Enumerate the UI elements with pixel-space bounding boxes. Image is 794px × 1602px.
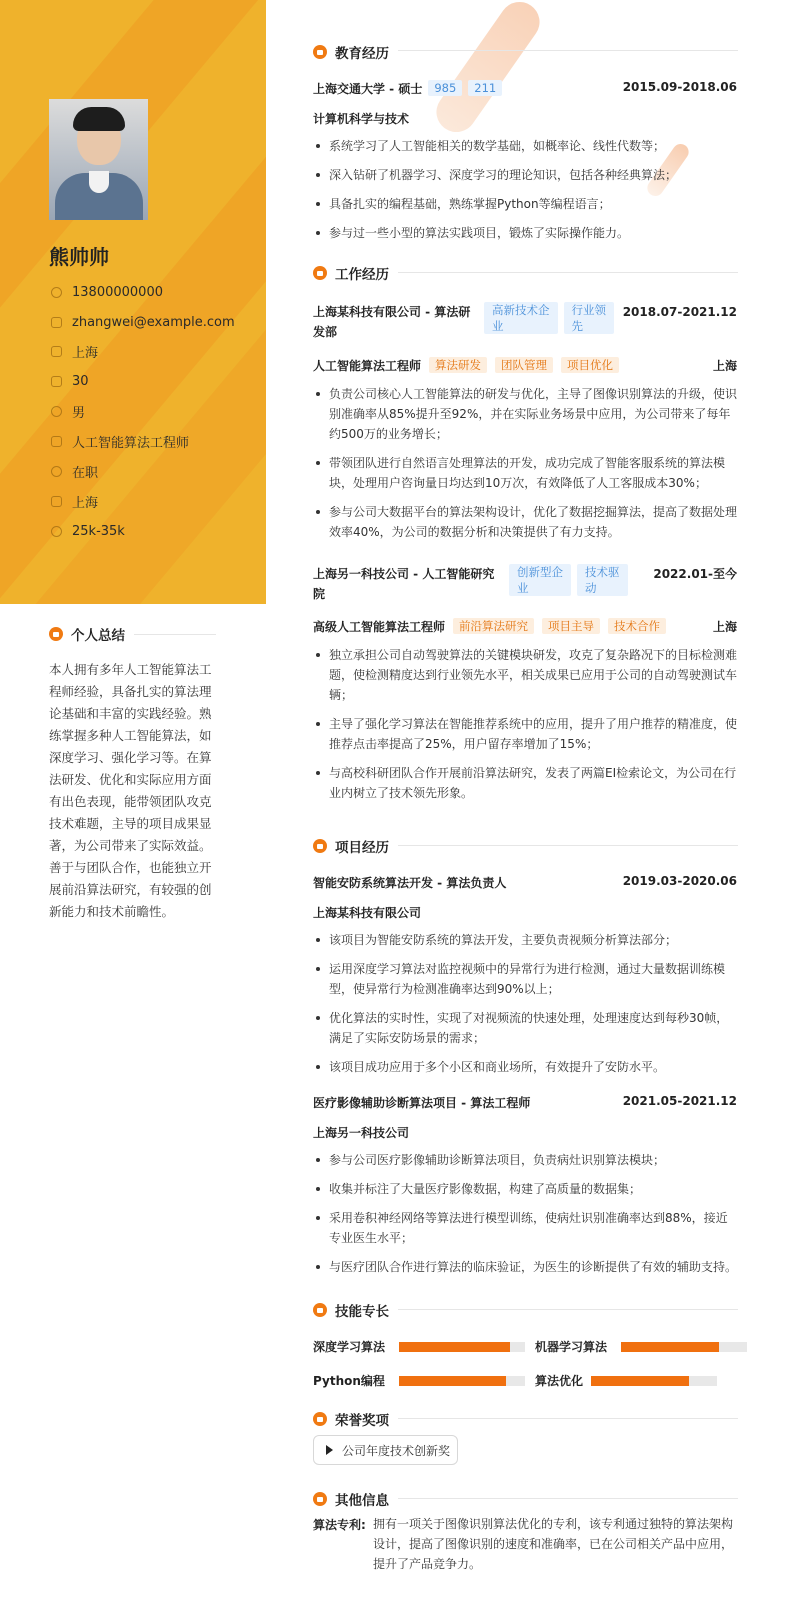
mail-icon — [51, 317, 62, 328]
profile-name: 熊帅帅 — [49, 245, 109, 269]
tag: 高新技术企 业 — [484, 302, 558, 334]
skill-bar — [591, 1376, 717, 1386]
job-row — [313, 302, 737, 342]
info-email: zhangwei@example.com — [51, 312, 235, 332]
list-item: 与高校科研团队合作开展前沿算法研究，发表了两篇EI检索论文，为公司在行业内树立了技术领先形象。 — [313, 763, 737, 803]
list-item: 系统学习了人工智能相关的数学基础，如概率论、线性代数等； — [313, 136, 737, 156]
other-label: 算法专利: — [313, 1518, 366, 1532]
list-item: 该项目为智能安防系统的算法开发，主要负责视频分析算法部分； — [313, 930, 737, 950]
list-item: 独立承担公司自动驾驶算法的关键模块研发，攻克了复杂路况下的目标检测难题，使检测精度达到行业领先水平，相关成果已应用于公司的自动驾驶测试车辆； — [313, 645, 737, 705]
trophy-icon — [313, 1412, 327, 1426]
info-age: 30 — [51, 371, 89, 391]
sidebar-header — [0, 0, 266, 604]
other-title: 其他信息 — [313, 1489, 389, 1509]
company: 上海另一科技公司 - 人工智能研究 院 — [313, 567, 495, 601]
tag: 985 — [428, 80, 462, 96]
list-item: 深入钻研了机器学习、深度学习的理论知识，包括各种经典算法； — [313, 165, 737, 185]
tag: 211 — [468, 80, 502, 96]
job-row — [313, 564, 737, 604]
skill-item: 机器学习算法 — [535, 1338, 747, 1355]
age-icon — [51, 376, 62, 387]
tag: 行业领 先 — [564, 302, 615, 334]
info-status: 在职 — [51, 461, 98, 481]
project-row: 医疗影像辅助诊断算法项目 - 算法工程师 2021.05-2021.12 — [313, 1094, 737, 1110]
tag: 算法研发 — [429, 357, 487, 373]
briefcase-icon — [313, 266, 327, 280]
skill-fill — [399, 1376, 506, 1386]
tag: 项目优化 — [561, 357, 619, 373]
project-company: 上海另一科技公司 — [313, 1126, 410, 1140]
tag: 创新型企 业 — [509, 564, 571, 596]
award-item[interactable]: 公司年度技术创新奖 — [313, 1435, 458, 1465]
skill-fill — [399, 1342, 510, 1352]
project-row: 智能安防系统算法开发 - 算法负责人 2019.03-2020.06 — [313, 874, 737, 890]
skill-bar — [399, 1342, 525, 1352]
skills-title: 技能专长 — [313, 1300, 389, 1320]
home-icon — [51, 346, 62, 357]
info-salary: 25k-35k — [51, 521, 125, 541]
gender-icon — [51, 406, 62, 417]
skill-item: Python编程 — [313, 1372, 525, 1389]
education-major: 计算机科学与技术 — [313, 112, 410, 126]
info-phone: 13800000000 — [51, 282, 163, 302]
list-item: 参与公司医疗影像辅助诊断算法项目，负责病灶识别算法模块； — [313, 1150, 737, 1170]
phone-icon — [51, 287, 62, 298]
skill-fill — [621, 1342, 719, 1352]
graduation-cap-icon — [313, 45, 327, 59]
skill-item: 算法优化 — [535, 1372, 717, 1389]
role-row: 高级人工智能算法工程师 前沿算法研究 项目主导 技术合作 上海 — [313, 619, 737, 634]
role-row: 人工智能算法工程师 算法研发 团队管理 项目优化 上海 — [313, 358, 737, 373]
job-bullets — [313, 384, 737, 551]
info-icon — [313, 1492, 327, 1506]
other-text: 拥有一项关于图像识别算法优化的专利，该专利通过独特的算法架构设计，提高了图像识别的速度和准确率，已在公司相关产品中应用，提升了产品竞争力。 — [373, 1517, 734, 1571]
tag: 团队管理 — [495, 357, 553, 373]
list-item: 参与过一些小型的算法实践项目，锻炼了实际操作能力。 — [313, 223, 737, 243]
skill-fill — [591, 1376, 689, 1386]
list-item: 具备扎实的编程基础，熟练掌握Python等编程语言； — [313, 194, 737, 214]
info-position: 人工智能算法工程师 — [51, 431, 189, 451]
skill-item: 深度学习算法 — [313, 1338, 525, 1355]
project-bullets — [313, 1150, 737, 1286]
awards-title: 荣誉奖项 — [313, 1409, 389, 1429]
decor-streak — [429, 0, 548, 140]
city-icon — [51, 496, 62, 507]
education-bullets — [313, 136, 737, 252]
avatar — [49, 99, 148, 220]
list-item: 带领团队进行自然语言处理算法的开发，成功完成了智能客服系统的算法模块，处理用户咨询量日均达到10万次，有效降低了人工客服成本30%； — [313, 453, 737, 493]
skill-bar — [621, 1342, 747, 1352]
info-location: 上海 — [51, 341, 98, 361]
work-title: 工作经历 — [313, 263, 389, 283]
tag: 技术合作 — [608, 618, 666, 634]
list-item: 负责公司核心人工智能算法的研发与优化，主导了图像识别算法的升级，使识别准确率从85%提升至92%，并在实际业务场景中应用，为公司带来了每年约500万的业务增长； — [313, 384, 737, 444]
job-bullets — [313, 645, 737, 812]
project-company: 上海某科技有限公司 — [313, 906, 422, 920]
summary-text: 本人拥有多年人工智能算法工程师经验，具备扎实的算法理论基础和丰富的实践经验。熟练掌握多种人工智能算法，如深度学习、强化学习等。在算法研发、优化和实际应用方面有出色表现，能带领团队攻克技术难题，主导的项目成果显著，为公司带来了实际效益。善于与团队合作，也能独立开展前沿算法研究，有较强的创新能力和技术前瞻性。 — [49, 662, 212, 919]
list-item: 采用卷积神经网络等算法进行模型训练，使病灶识别准确率达到88%，接近专业医生水平； — [313, 1208, 737, 1248]
info-gender: 男 — [51, 401, 85, 421]
chart-icon — [313, 1303, 327, 1317]
list-item: 优化算法的实时性，实现了对视频流的快速处理，处理速度达到每秒30帧，满足了实际安防场景的需求； — [313, 1008, 737, 1048]
project-bullets — [313, 930, 737, 1086]
tag: 技术驱 动 — [577, 564, 628, 596]
status-icon — [51, 466, 62, 477]
play-icon — [326, 1445, 333, 1455]
list-item: 运用深度学习算法对监控视频中的异常行为进行检测，通过大量数据训练模型，使异常行为检测准确率达到90%以上； — [313, 959, 737, 999]
education-row: 上海交通大学 - 硕士 985 211 2015.09-2018.06 — [313, 80, 737, 96]
list-item: 该项目成功应用于多个小区和商业场所，有效提升了安防水平。 — [313, 1057, 737, 1077]
projects-title: 项目经历 — [313, 836, 389, 856]
summary-title: 个人总结 — [49, 624, 125, 644]
education-date: 2015.09-2018.06 — [622, 80, 737, 94]
job-date: 2022.01-至今 — [653, 567, 737, 581]
education-title: 教育经历 — [313, 42, 389, 62]
project-icon — [313, 839, 327, 853]
job-date: 2018.07-2021.12 — [622, 305, 737, 319]
tag: 前沿算法研究 — [453, 618, 534, 634]
company: 上海某科技有限公司 - 算法研 发部 — [313, 305, 471, 339]
user-icon — [49, 627, 63, 641]
list-item: 参与公司大数据平台的算法架构设计，优化了数据挖掘算法，提高了数据处理效率40%，为公司的数据分析和决策提供了有力支持。 — [313, 502, 737, 542]
list-item: 与医疗团队合作进行算法的临床验证，为医生的诊断提供了有效的辅助支持。 — [313, 1257, 737, 1277]
salary-icon — [51, 526, 62, 537]
skill-bar — [399, 1376, 525, 1386]
info-city: 上海 — [51, 491, 98, 511]
tag: 项目主导 — [542, 618, 600, 634]
list-item: 收集并标注了大量医疗影像数据，构建了高质量的数据集； — [313, 1179, 737, 1199]
send-icon — [51, 436, 62, 447]
list-item: 主导了强化学习算法在智能推荐系统中的应用，提升了用户推荐的精准度，使推荐点击率提高了25%，用户留存率增加了15%； — [313, 714, 737, 754]
